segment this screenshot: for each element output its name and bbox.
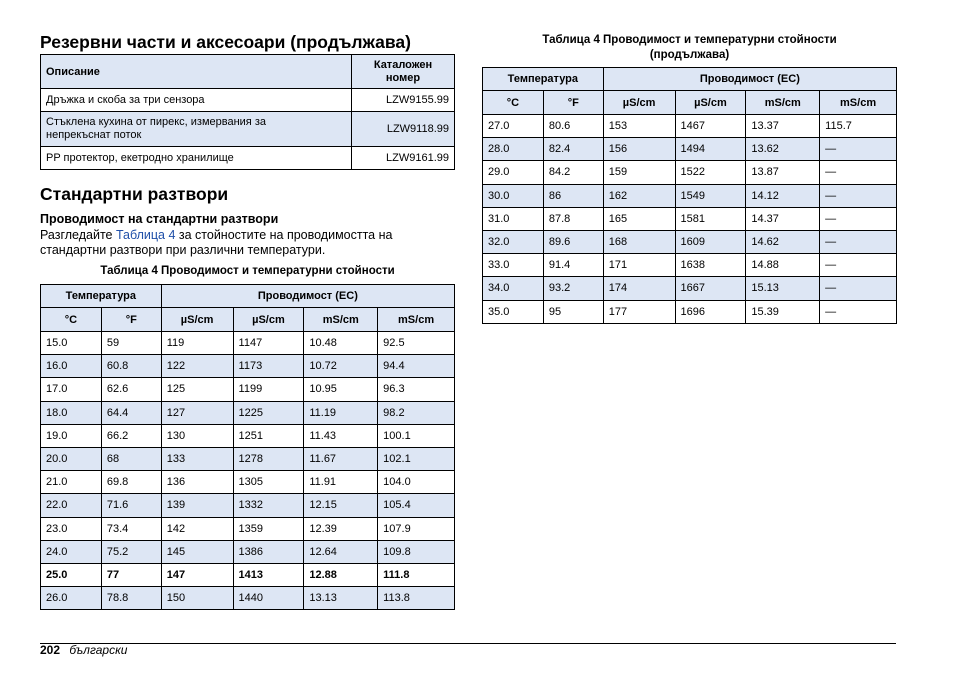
table-cell: 10.95 <box>304 378 378 401</box>
table-row <box>41 517 455 540</box>
head-temperature: Температура <box>483 68 604 91</box>
table-row <box>41 401 455 424</box>
table-row <box>41 378 455 401</box>
table-cell: 109.8 <box>378 540 455 563</box>
table-cell: 12.15 <box>304 494 378 517</box>
table-cell: 165 <box>603 207 675 230</box>
table-cell: 104.0 <box>378 471 455 494</box>
table-cell: — <box>820 184 897 207</box>
table-cell: 11.19 <box>304 401 378 424</box>
table-cell: 136 <box>161 471 233 494</box>
table-cell: 1609 <box>675 230 746 253</box>
table-cell: 1305 <box>233 471 304 494</box>
table-cell: 17.0 <box>41 378 102 401</box>
table-row <box>41 471 455 494</box>
table-cell: 28.0 <box>483 138 544 161</box>
table-row <box>41 332 455 355</box>
table-cell: 1494 <box>675 138 746 161</box>
table-cell: 19.0 <box>41 424 102 447</box>
table-cell: 177 <box>603 300 675 323</box>
table-left-caption: Таблица 4 Проводимост и температурни стойности <box>100 265 395 277</box>
table-row <box>483 277 897 300</box>
table-row <box>483 254 897 277</box>
table-cell: 35.0 <box>483 300 544 323</box>
table-cell: 11.91 <box>304 471 378 494</box>
table-cell: 147 <box>161 563 233 586</box>
parts-col-description: Описание <box>41 55 352 89</box>
parts-title: Резервни части и аксесоари (продължава) <box>40 32 411 52</box>
table-cell: — <box>820 207 897 230</box>
head-temperature: Температура <box>41 285 162 308</box>
standards-subtitle: Проводимост на стандартни разтвори <box>40 212 279 226</box>
table-row <box>483 207 897 230</box>
table-cell: 174 <box>603 277 675 300</box>
unit-ms: mS/cm <box>378 308 455 332</box>
table-cell: 78.8 <box>101 587 161 610</box>
table-cell: 1386 <box>233 540 304 563</box>
table-row <box>41 587 455 610</box>
table-cell: 119 <box>161 332 233 355</box>
table-cell: 31.0 <box>483 207 544 230</box>
table-cell: 14.37 <box>746 207 820 230</box>
table-cell: 84.2 <box>543 161 603 184</box>
table-cell: 75.2 <box>101 540 161 563</box>
table-cell: 96.3 <box>378 378 455 401</box>
footer-rule <box>40 643 896 644</box>
parts-row <box>41 112 455 147</box>
parts-row-desc: Дръжка и скоба за три сензора <box>41 89 352 112</box>
table-cell: 13.87 <box>746 161 820 184</box>
table-cell: 25.0 <box>41 563 102 586</box>
table-cell: 20.0 <box>41 447 102 470</box>
table-cell: 159 <box>603 161 675 184</box>
table-cell: 12.39 <box>304 517 378 540</box>
table-cell: 15.39 <box>746 300 820 323</box>
table-cell: 139 <box>161 494 233 517</box>
table-cell: 89.6 <box>543 230 603 253</box>
table-cell: 18.0 <box>41 401 102 424</box>
head-conductivity: Проводимост (EC) <box>161 285 454 308</box>
table-cell: 77 <box>101 563 161 586</box>
table-cell: 1199 <box>233 378 304 401</box>
table-cell: 73.4 <box>101 517 161 540</box>
table-cell: 122 <box>161 355 233 378</box>
table-cell: 10.48 <box>304 332 378 355</box>
table-row <box>41 494 455 517</box>
unit-f: °F <box>101 308 161 332</box>
unit-us: µS/cm <box>603 91 675 115</box>
parts-row-num: LZW9118.99 <box>352 112 455 147</box>
table-cell: 1251 <box>233 424 304 447</box>
table-cell: 102.1 <box>378 447 455 470</box>
table-row <box>483 115 897 138</box>
table-row <box>483 138 897 161</box>
table-cell: 1332 <box>233 494 304 517</box>
table-cell: 64.4 <box>101 401 161 424</box>
unit-ms: mS/cm <box>746 91 820 115</box>
table-cell: 142 <box>161 517 233 540</box>
table-cell: 14.88 <box>746 254 820 277</box>
table-cell: 14.12 <box>746 184 820 207</box>
unit-ms: mS/cm <box>304 308 378 332</box>
table-cell: — <box>820 161 897 184</box>
table-cell: 100.1 <box>378 424 455 447</box>
parts-row <box>41 147 455 170</box>
table-cell: 1581 <box>675 207 746 230</box>
table-cell: 98.2 <box>378 401 455 424</box>
table-cell: 14.62 <box>746 230 820 253</box>
table-cell: 1225 <box>233 401 304 424</box>
table-4-link[interactable]: Таблица 4 <box>115 228 176 242</box>
table-cell: 168 <box>603 230 675 253</box>
table-cell: 1147 <box>233 332 304 355</box>
table-cell: 1638 <box>675 254 746 277</box>
table-cell: 105.4 <box>378 494 455 517</box>
table-cell: 71.6 <box>101 494 161 517</box>
head-conductivity: Проводимост (EC) <box>603 68 896 91</box>
parts-col-catalog: Каталожен номер <box>352 55 455 89</box>
table-cell: 153 <box>603 115 675 138</box>
table-cell: 15.13 <box>746 277 820 300</box>
unit-us: µS/cm <box>675 91 746 115</box>
table-cell: 107.9 <box>378 517 455 540</box>
table-cell: 29.0 <box>483 161 544 184</box>
table-cell: 86 <box>543 184 603 207</box>
table-cell: 93.2 <box>543 277 603 300</box>
unit-c: °C <box>483 91 544 115</box>
table-cell: 11.67 <box>304 447 378 470</box>
footer-language: български <box>69 643 128 657</box>
table-cell: 111.8 <box>378 563 455 586</box>
table-cell: 1549 <box>675 184 746 207</box>
table-cell: — <box>820 277 897 300</box>
table-cell: 113.8 <box>378 587 455 610</box>
table-cell: 92.5 <box>378 332 455 355</box>
table-cell: 59 <box>101 332 161 355</box>
table-cell: 13.62 <box>746 138 820 161</box>
parts-row-num: LZW9161.99 <box>352 147 455 170</box>
unit-us: µS/cm <box>161 308 233 332</box>
table-cell: 1173 <box>233 355 304 378</box>
table-cell: 26.0 <box>41 587 102 610</box>
table-cell: 145 <box>161 540 233 563</box>
page-number: 202 <box>40 643 61 657</box>
unit-f: °F <box>543 91 603 115</box>
table-cell: 68 <box>101 447 161 470</box>
parts-table <box>40 54 455 170</box>
table-cell: 33.0 <box>483 254 544 277</box>
table-cell: 171 <box>603 254 675 277</box>
table-cell: 21.0 <box>41 471 102 494</box>
parts-row-desc: Стъклена кухина от пирекс, измервания за непрекъснат поток <box>41 112 352 147</box>
table-row <box>483 300 897 323</box>
table-cell: 13.37 <box>746 115 820 138</box>
table-row <box>41 563 455 586</box>
unit-c: °C <box>41 308 102 332</box>
parts-row-num: LZW9155.99 <box>352 89 455 112</box>
standards-title: Стандартни разтвори <box>40 184 229 204</box>
table-row <box>483 184 897 207</box>
table-cell: 1467 <box>675 115 746 138</box>
table-cell: 150 <box>161 587 233 610</box>
table-cell: — <box>820 138 897 161</box>
table-cell: 11.43 <box>304 424 378 447</box>
table-row <box>483 161 897 184</box>
table-cell: 127 <box>161 401 233 424</box>
table-cell: 91.4 <box>543 254 603 277</box>
table-row <box>41 540 455 563</box>
table-cell: 12.88 <box>304 563 378 586</box>
table-cell: 94.4 <box>378 355 455 378</box>
table-cell: 34.0 <box>483 277 544 300</box>
table-cell: 125 <box>161 378 233 401</box>
table-cell: 115.7 <box>820 115 897 138</box>
unit-us: µS/cm <box>233 308 304 332</box>
table-row <box>41 355 455 378</box>
unit-ms: mS/cm <box>820 91 897 115</box>
table-cell: 15.0 <box>41 332 102 355</box>
table-cell: 1667 <box>675 277 746 300</box>
table-cell: 1440 <box>233 587 304 610</box>
conductivity-table-right <box>482 67 897 324</box>
table-cell: 162 <box>603 184 675 207</box>
parts-row <box>41 89 455 112</box>
table-cell: 10.72 <box>304 355 378 378</box>
table-cell: 80.6 <box>543 115 603 138</box>
table-cell: 30.0 <box>483 184 544 207</box>
table-cell: 1359 <box>233 517 304 540</box>
table-cell: — <box>820 254 897 277</box>
table-cell: 23.0 <box>41 517 102 540</box>
conductivity-table-left <box>40 284 455 610</box>
table-cell: 1278 <box>233 447 304 470</box>
standards-paragraph: Разгледайте Таблица 4 за стойностите на проводимостта на стандартни разтвори при различни температури. <box>40 228 393 257</box>
table-cell: 87.8 <box>543 207 603 230</box>
table-cell: 156 <box>603 138 675 161</box>
table-cell: 133 <box>161 447 233 470</box>
table-cell: 32.0 <box>483 230 544 253</box>
table-cell: 66.2 <box>101 424 161 447</box>
table-cell: 69.8 <box>101 471 161 494</box>
table-row <box>41 447 455 470</box>
table-cell: 130 <box>161 424 233 447</box>
table-cell: 1696 <box>675 300 746 323</box>
table-right-caption: Таблица 4 Проводимост и температурни стойности (продължава) <box>542 34 837 61</box>
table-cell: — <box>820 300 897 323</box>
table-cell: — <box>820 230 897 253</box>
table-cell: 27.0 <box>483 115 544 138</box>
table-cell: 1522 <box>675 161 746 184</box>
table-cell: 60.8 <box>101 355 161 378</box>
table-cell: 22.0 <box>41 494 102 517</box>
table-cell: 82.4 <box>543 138 603 161</box>
footer <box>40 643 127 657</box>
parts-row-desc: PP протектор, екетродно хранилище <box>41 147 352 170</box>
table-cell: 62.6 <box>101 378 161 401</box>
table-cell: 1413 <box>233 563 304 586</box>
table-cell: 13.13 <box>304 587 378 610</box>
table-row <box>483 230 897 253</box>
table-cell: 16.0 <box>41 355 102 378</box>
table-cell: 24.0 <box>41 540 102 563</box>
table-cell: 95 <box>543 300 603 323</box>
table-cell: 12.64 <box>304 540 378 563</box>
table-row <box>41 424 455 447</box>
